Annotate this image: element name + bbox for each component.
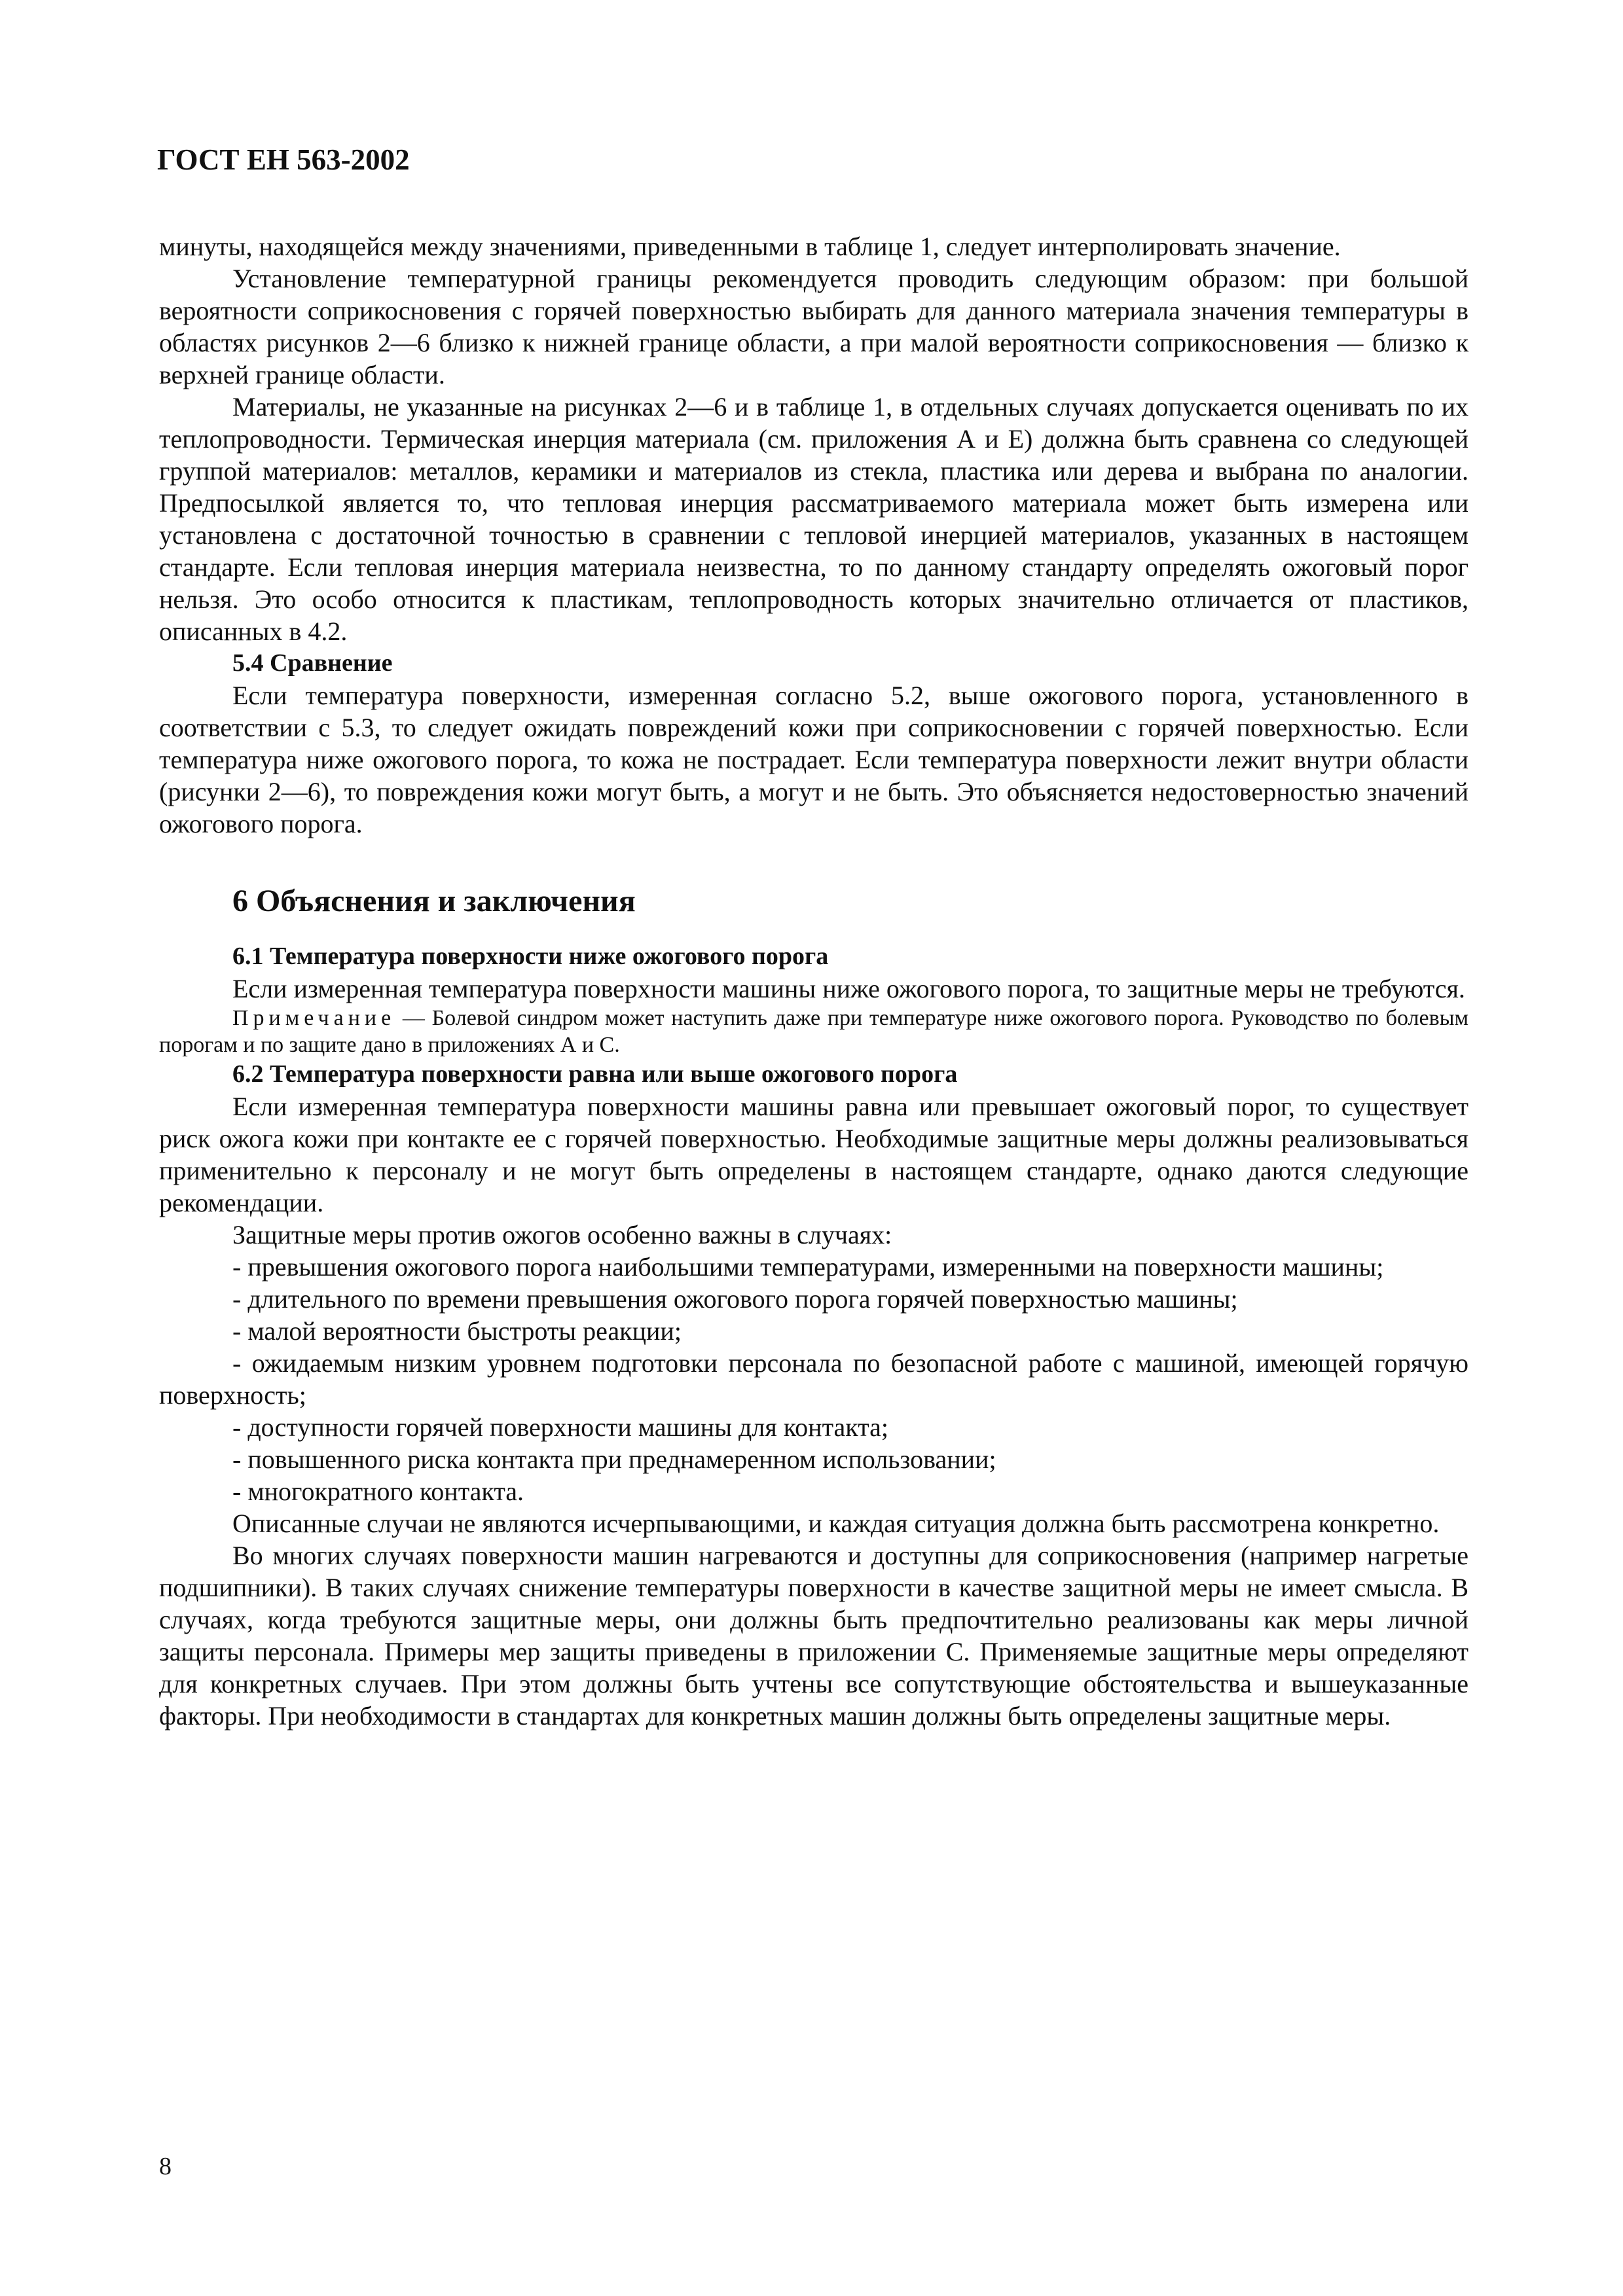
page-header: ГОСТ ЕН 563-2002 <box>157 143 410 176</box>
note-label: Примечание <box>232 1006 396 1030</box>
list-intro: Защитные меры против ожогов особенно важны в случаях: <box>232 1220 892 1249</box>
page-body <box>159 230 1468 1732</box>
note <box>159 1005 1468 1058</box>
paragraph-boundary: Установление температурной границы рекомендуется проводить следующим образом: при большой вероятности соприкосновения с горячей поверхностью выбирать для данного материала значения температуры в областях рисунков 2—6 близко к нижней границе области, а при малой вероятности соприкосновения — близко к верхней границе области. <box>159 264 1468 389</box>
page-number: 8 <box>159 2153 172 2180</box>
subsection-5-4-text: Если температура поверхности, измеренная согласно 5.2, выше ожогового порога, установленного в соответствии с 5.3, то следует ожидать повреждений кожи при соприкосновении с горячей поверхностью. Если температура ниже ожогового порога, то кожа не пострадает. Если температура поверхности лежит внутри области (рисунки 2—6), то повреждения кожи могут быть, а могут и не быть. Это объясняется недостоверностью значений ожогового порога. <box>159 681 1468 838</box>
subsection-6-2-title: 6.2 Температура поверхности равна или выше ожогового порога <box>232 1060 958 1088</box>
subsection-6-1-text: Если измеренная температура поверхности машины ниже ожогового порога, то защитные меры не требуются. <box>232 974 1465 1003</box>
section-6-title: 6 Объяснения и заключения <box>232 884 636 918</box>
subsection-5-4-title: 5.4 Сравнение <box>232 649 393 677</box>
list-item: - малой вероятности быстроты реакции; <box>232 1316 682 1346</box>
subsection-6-2-text: Если измеренная температура поверхности машины равна или превышает ожоговый порог, то существует риск ожога кожи при контакте ее с горячей поверхностью. Необходимые защитные меры должны реализовываться применительно к персоналу и не могут быть определены в настоящем стандарте, однако даются следующие рекомендации. <box>159 1092 1468 1217</box>
list-item: - повышенного риска контакта при преднамеренном использовании; <box>232 1444 996 1474</box>
list-item: - многократного контакта. <box>232 1477 524 1506</box>
paragraph-materials: Материалы, не указанные на рисунках 2—6 и в таблице 1, в отдельных случаях допускается оценивать по их теплопроводности. Термическая инерция материала (см. приложения А и Е) должна быть сравнена со следующей группой материалов: металлов, керамики и материалов из стекла, пластика или дерева и выбрана по аналогии. Предпосылкой является то, что тепловая инерция рассматриваемого материала может быть измерена или установлена с достаточной точностью в сравнении с тепловой инерцией материалов, указанных в настоящем стандарте. Если тепловая инерция материала неизвестна, то по данному стандарту определять ожоговый порог нельзя. Это особо относится к пластикам, теплопроводность которых значительно отличается от пластиков, описанных в 4.2. <box>159 392 1468 646</box>
list-item: - превышения ожогового порога наибольшими температурами, измеренными на поверхности машины; <box>232 1252 1384 1282</box>
paragraph-cases: Описанные случаи не являются исчерпывающими, и каждая ситуация должна быть рассмотрена конкретно. <box>232 1509 1440 1538</box>
paragraph-final: Во многих случаях поверхности машин нагреваются и доступны для соприкосновения (например нагретые подшипники). В таких случаях снижение температуры поверхности в качестве защитной меры не имеет смысла. В случаях, когда требуются защитные меры, они должны быть предпочтительно реализованы как меры личной защиты персонала. Примеры мер защиты приведены в приложении С. Применяемые защитные меры определяют для конкретных случаев. При этом должны быть учтены все сопутствующие обстоятельства и вышеуказанные факторы. При необходимости в стандартах для конкретных машин должны быть определены защитные меры. <box>159 1541 1468 1731</box>
continued-paragraph: минуты, находящейся между значениями, приведенными в таблице 1, следует интерполировать значение. <box>159 232 1341 261</box>
list-item: - ожидаемым низким уровнем подготовки персонала по безопасной работе с машиной, имеющей горячую поверхность; <box>159 1348 1468 1410</box>
list-item: - длительного по времени превышения ожогового порога горячей поверхностью машины; <box>232 1284 1238 1314</box>
subsection-6-1-title: 6.1 Температура поверхности ниже ожогового порога <box>232 942 829 970</box>
note-text: — Болевой синдром может наступить даже при температуре ниже ожогового порога. Руководство по болевым порогам и по защите дано в приложениях А и С. <box>159 1006 1468 1057</box>
list-item: - доступности горячей поверхности машины для контакта; <box>232 1412 889 1442</box>
